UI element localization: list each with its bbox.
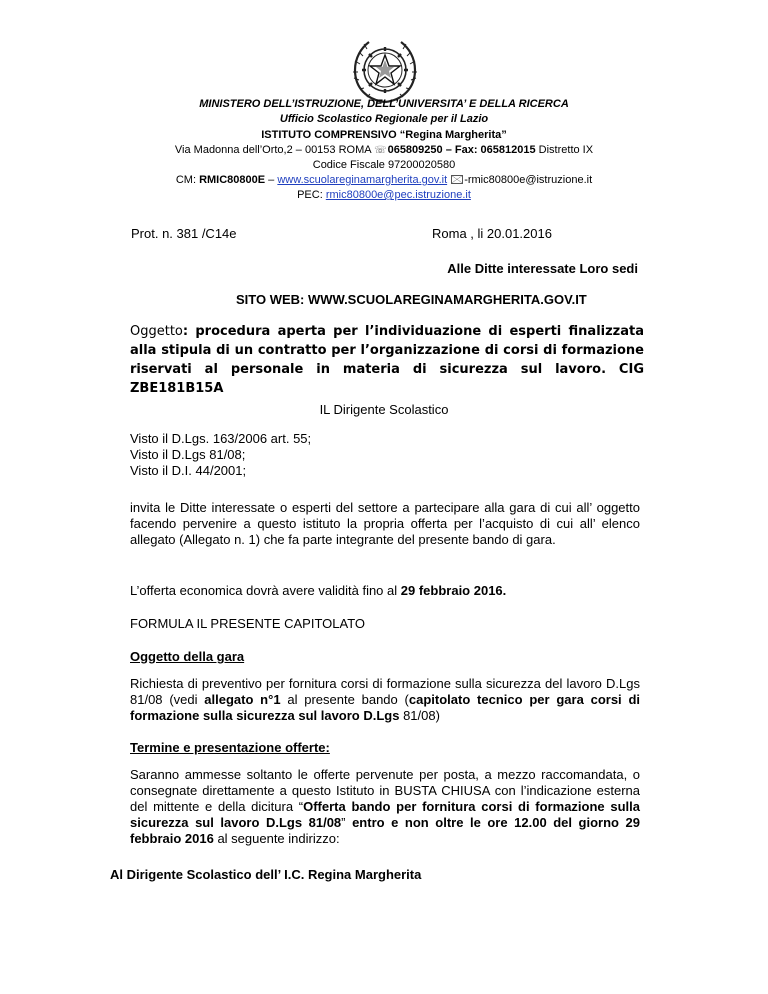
text-span: Richiesta di preventivo per fornitura corsi di formazione sulla sicurezza del lavoro D.Lgs 81/08 (vedi	[130, 676, 640, 707]
section-termine-text	[130, 767, 640, 847]
text-span-bold: allegato n°1	[204, 692, 281, 707]
text-span: Saranno ammesse soltanto le offerte pervenute per posta, a mezzo raccomandata, o consegnate direttamente a questo Istituto in BUSTA CHIUSA con l’indicazione esterna del mittente e della dicitura “	[130, 767, 640, 814]
phone-fax: 065809250 – Fax: 065812015	[387, 144, 536, 156]
text-span: 81/08)	[399, 708, 440, 723]
visto-item: Visto il D.Lgs 81/08;	[130, 447, 246, 462]
section-title-oggetto: Oggetto della gara	[130, 649, 245, 664]
address-text: Via Madonna dell’Orto,2 – 00153 ROMA	[174, 144, 371, 156]
recipients: Alle Ditte interessate Loro sedi	[447, 261, 638, 276]
subject	[130, 322, 644, 398]
district: Distretto IX	[538, 144, 594, 156]
text-span: ”	[341, 815, 353, 830]
subject-text: : procedura aperta per l’individuazione di esperti finalizzata alla stipula di un contratto per l’organizzazione di corsi di formazione riservati al personale in materia di sicurezza sul lavoro. CIG ZBE181B15A	[130, 324, 644, 396]
section-title-termine: Termine e presentazione offerte:	[130, 740, 330, 755]
text-span: al presente bando (	[280, 692, 409, 707]
fiscal-code: Codice Fiscale 97200020580	[312, 159, 456, 171]
website-line: SITO WEB: WWW.SCUOLAREGINAMARGHERITA.GOV.IT	[236, 292, 587, 307]
place-date: Roma , li 20.01.2016	[432, 226, 552, 241]
text-span-bold: entro e non oltre le ore 12.00 del giorno 29 febbraio 2016	[130, 815, 641, 846]
pec-line	[0, 188, 768, 203]
school-name: ISTITUTO COMPRENSIVO “Regina Margherita”	[261, 129, 507, 141]
validity-paragraph	[130, 583, 640, 599]
formula-heading: FORMULA IL PRESENTE CAPITOLATO	[130, 616, 366, 631]
delivery-address: Al Dirigente Scolastico dell’ I.C. Regina Margherita	[110, 867, 422, 882]
pec-label: PEC:	[297, 189, 326, 201]
cm-code: RMIC80800E	[199, 174, 266, 186]
school-address	[0, 143, 768, 158]
website-link[interactable]: www.scuolareginamargherita.gov.it	[277, 174, 448, 186]
republic-emblem-icon	[349, 36, 421, 106]
envelope-icon	[451, 175, 463, 184]
visto-item: Visto il D.Lgs. 163/2006 art. 55;	[130, 431, 312, 446]
text-span-bold: capitolato tecnico per gara corsi di formazione sulla sicurezza sul lavoro D.Lgs	[130, 692, 641, 723]
ministry-name: MINISTERO DELL’ISTRUZIONE, DELL’UNIVERSITA’ E DELLA RICERCA	[199, 98, 569, 110]
visto-item: Visto il D.I. 44/2001;	[130, 463, 247, 478]
email-address: -rmic80800e@istruzione.it	[464, 174, 593, 186]
phone-icon: ☏	[374, 145, 387, 156]
regional-office: Ufficio Scolastico Regionale per il Lazio	[279, 113, 489, 125]
section-oggetto-text	[130, 676, 640, 724]
visto-list	[130, 431, 640, 479]
text-span: al seguente indirizzo:	[213, 831, 340, 846]
contact-line	[0, 173, 768, 188]
signatory-title: IL Dirigente Scolastico	[319, 402, 449, 417]
protocol-number: Prot. n. 381 /C14e	[131, 226, 237, 241]
validity-text: L’offerta economica dovrà avere validità fino al	[130, 583, 401, 598]
validity-date: 29 febbraio 2016.	[400, 583, 507, 598]
pec-link[interactable]: rmic80800e@pec.istruzione.it	[325, 189, 471, 201]
text-span-bold: Offerta bando per fornitura corsi di formazione sulla sicurezza sul lavoro D.Lgs 81/08	[130, 799, 640, 830]
invite-paragraph: invita le Ditte interessate o esperti del settore a partecipare alla gara di cui all’ oggetto facendo pervenire a questo istituto la propria offerta per l’acquisto di cui all’ elenco allegato (Allegato n. 1) che fa parte integrante del presente bando di gara.	[130, 500, 640, 547]
subject-label: Oggetto	[130, 324, 183, 339]
cm-label: CM:	[175, 174, 200, 186]
cm-separator: –	[265, 174, 278, 186]
